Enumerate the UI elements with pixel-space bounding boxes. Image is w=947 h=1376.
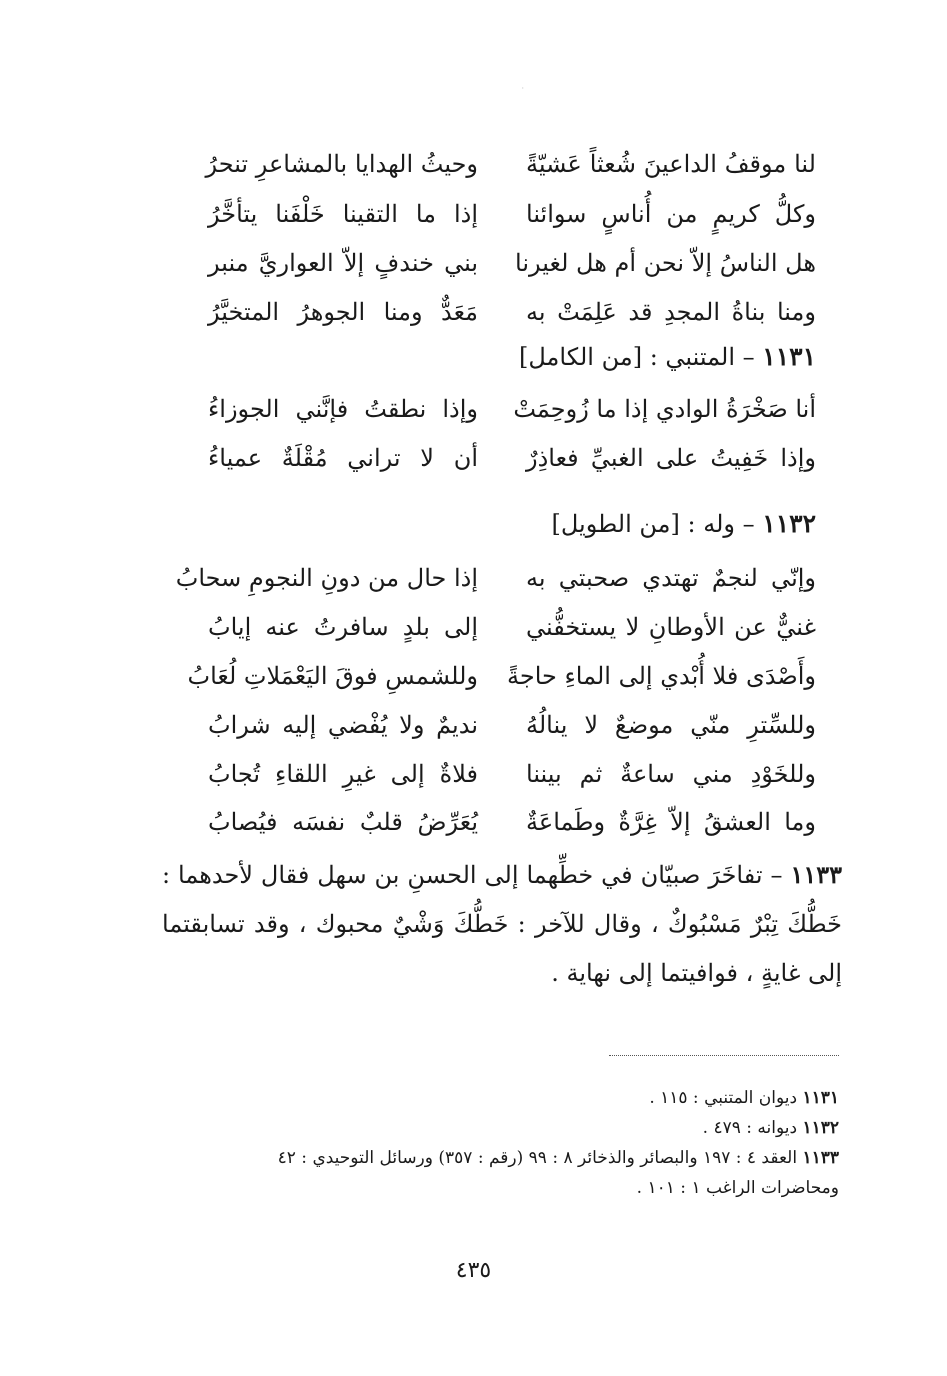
verse-line [190, 192, 816, 236]
footnote-item [162, 1143, 839, 1173]
entry-number: ١١٣٣ [790, 860, 842, 889]
verse-second-hemistich: إذا حال من دونِ النجومِ سحابُ [175, 564, 478, 592]
verse-second-hemistich: يُعَرِّضُ قلبٌ نفسَه فيُصابُ [208, 808, 478, 836]
verse-first-hemistich: وللسِّترِ منّي موضعٌ لا ينالُهُ [526, 711, 816, 739]
verse-second-hemistich: بني خندفٍ إلاّ العواريَّ منبر [208, 249, 478, 277]
verse-second-hemistich: نديمٌ ولا يُفْضي إليه شرابُ [208, 711, 478, 739]
verse-line [187, 654, 816, 698]
verse-second-hemistich: فلاةٌ إلى غيرِ اللقاءِ تُجابُ [208, 760, 478, 788]
verse-first-hemistich: وأَصْدَى فلا أُبْدي إلى الماءِ حاجةً [507, 662, 816, 690]
scan-speck: · [521, 84, 524, 93]
footnote-item [162, 1113, 839, 1143]
page-number: ٤٣٥ [455, 1258, 492, 1283]
footnote-number: ١١٣٣ [802, 1148, 839, 1168]
footnote-text: ديوانه : ٤٧٩ . [702, 1118, 798, 1138]
verse-second-hemistich: وإذا نطقتُ فإنَّني الجوزاءُ [208, 395, 478, 423]
verse-second-hemistich: إذا ما التقينا خَلْفَنا يتأخَّرُ [208, 200, 478, 228]
verse-line [190, 703, 816, 747]
verse-first-hemistich: هل الناسُ إلاّ نحن أم هل لغيرنا [515, 249, 816, 277]
verse-first-hemistich: وكلُّ كريمٍ من أُناسٍ سوائنا [526, 200, 816, 228]
footnote-item [162, 1083, 839, 1113]
footnotes [162, 1083, 839, 1203]
verse-first-hemistich: وإنّي لنجمٌ تهتدي صحبتي به [526, 564, 816, 592]
entry-heading-text: – المتنبي : [من الكامل] [519, 343, 755, 371]
verse-line [190, 241, 816, 285]
verse-second-hemistich: وحيثُ الهدايا بالمشاعرِ تنحرُ [205, 150, 478, 178]
footnote-text: ديوان المتنبي : ١١٥ . [649, 1088, 798, 1108]
verse-line [190, 387, 816, 431]
verse-line [175, 556, 816, 600]
verse-second-hemistich: وللشمسِ فوقَ اليَعْمَلاتِ لُعَابُ [187, 662, 478, 690]
footnote-divider [609, 1055, 839, 1056]
verse-first-hemistich: وما العشقُ إلاّ غِرَّةٌ وطَماعَةٌ [526, 808, 816, 836]
verse-line [190, 605, 816, 649]
entry-number: ١١٣٢ [762, 509, 816, 538]
entry-number: ١١٣١ [762, 342, 816, 371]
verse-first-hemistich: وللخَوْدِ مني ساعةٌ ثم بيننا [526, 760, 816, 788]
verse-first-hemistich: غنيٌّ عن الأوطانِ لا يستخفُّني [526, 613, 816, 641]
verse-first-hemistich: ومنا بناةُ المجدِ قد عَلِمَتْ به [526, 298, 816, 326]
entry-heading-1132 [551, 502, 816, 546]
entry-prose-text: – تفاخَرَ صبيّان في خطِّهما إلى الحسنِ بن سهل فقال لأحدهما : خَطُّكَ تِبْرٌ مَسْبُوكٌ ، وقال للآخر : خَطُّكَ وَشْيٌ محبوك ، وقد تسابقتما إلى غايةٍ ، فوافيتما إلى نهاية . [162, 861, 842, 987]
verse-first-hemistich: لنا موقفُ الداعينَ شُعثاً عَشيّةً [526, 150, 816, 178]
entry-1133-prose [162, 850, 842, 998]
verse-second-hemistich: مَعَدٌّ ومنا الجوهرُ المتخيَّرُ [208, 298, 478, 326]
verse-line [190, 142, 816, 186]
verse-line [190, 800, 816, 844]
verse-line [190, 752, 816, 796]
verse-line [190, 436, 816, 480]
footnote-continuation: ومحاضرات الراغب ١ : ١٠١ . [636, 1178, 839, 1198]
verse-second-hemistich: إلى بلدٍ سافرتُ عنه إيابُ [208, 613, 478, 641]
verse-second-hemistich: أن لا تراني مُقْلَةٌ عمياءُ [208, 444, 478, 472]
verse-first-hemistich: أنا صَخْرَةُ الوادي إذا ما زُوحِمَتْ [513, 395, 816, 423]
footnote-number: ١١٣٢ [802, 1118, 839, 1138]
verse-first-hemistich: وإذا خَفِيتُ على الغبيِّ فعاذِرٌ [526, 444, 816, 472]
footnote-text: العقد ٤ : ١٩٧ والبصائر والذخائر ٨ : ٩٩ (رقم : ٣٥٧) ورسائل التوحيدي : ٤٢ [277, 1148, 798, 1168]
verse-line [190, 290, 816, 334]
footnote-number: ١١٣١ [802, 1088, 839, 1108]
entry-heading-text: – وله : [من الطويل] [551, 510, 755, 538]
entry-heading-1131 [519, 335, 816, 379]
